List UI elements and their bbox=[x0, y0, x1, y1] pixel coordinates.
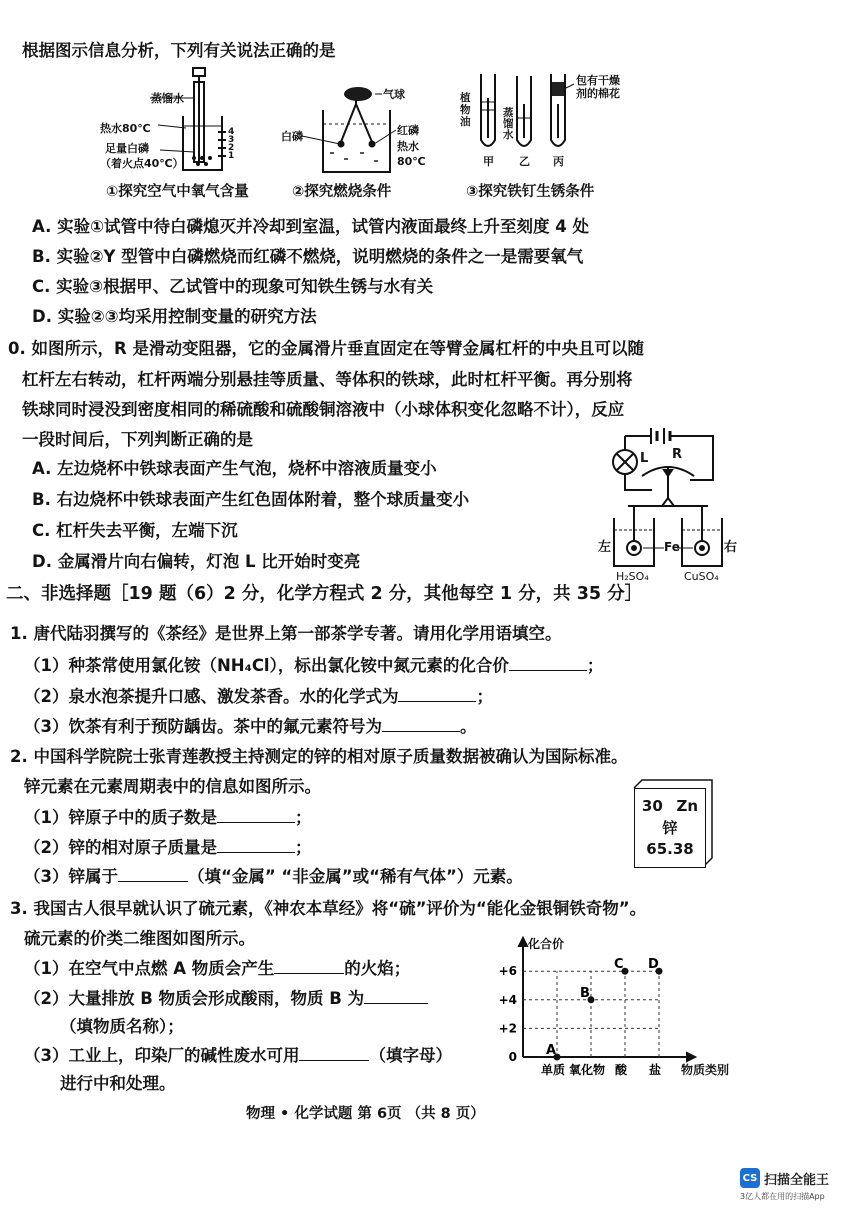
scale-mark: 4 bbox=[228, 127, 235, 137]
label-white-phosphorus: 白磷 bbox=[281, 130, 303, 143]
figure-caption: ②探究燃烧条件 bbox=[292, 184, 392, 200]
element-name: 锌 bbox=[662, 819, 678, 837]
sub-question-text: （2）锌的相对原子质量是 bbox=[24, 838, 217, 857]
right-beaker-label: 右 bbox=[724, 540, 738, 555]
label-ignition-point: （着火点40℃） bbox=[100, 157, 184, 170]
iron-label: Fe bbox=[664, 540, 680, 554]
figure-caption: ③探究铁钉生锈条件 bbox=[466, 184, 595, 200]
tube-label-yi: 乙 bbox=[519, 155, 530, 168]
y-tick-label: +6 bbox=[498, 964, 517, 979]
label-white-phosphorus: 足量白磷 bbox=[105, 142, 149, 155]
sub-question-text: （2）泉水泡茶提升口感、激发茶香。水的化学式为 bbox=[24, 687, 399, 706]
punctuation: ； bbox=[294, 808, 312, 827]
sub-question-text: （3）工业上，印染厂的碱性废水可用 bbox=[24, 1046, 300, 1065]
sub-question-tail: 的火焰； bbox=[344, 959, 411, 978]
x-tick-label: 氧化物 bbox=[568, 1063, 606, 1077]
section-heading: 二、非选择题［19 题（6）2 分，化学方程式 2 分，其他每空 1 分，共 35 分］ bbox=[6, 584, 643, 604]
option-b: B. 实验②Y 型管中白磷燃烧而红磷不燃烧，说明燃烧的条件之一是需要氧气 bbox=[32, 247, 584, 266]
chart-points bbox=[546, 957, 663, 1060]
label-vegetable-oil: 植物油 bbox=[460, 92, 471, 128]
x-tick-label: 单质 bbox=[540, 1063, 566, 1077]
question-stem: 根据图示信息分析，下列有关说法正确的是 bbox=[22, 41, 336, 60]
page-footer: 物理 • 化学试题 第 6页 （共 8 页） bbox=[246, 1106, 485, 1122]
question-stem: 1. 唐代陆羽撰写的《茶经》是世界上第一部茶学专著。请用化学用语填空。 bbox=[10, 624, 562, 643]
atomic-number: 30 bbox=[641, 797, 663, 815]
punctuation: ； bbox=[586, 656, 604, 675]
scale-mark: 3 bbox=[228, 135, 235, 145]
figure-caption: ①探究空气中氧气含量 bbox=[106, 184, 249, 200]
tube-label-bing: 丙 bbox=[553, 155, 564, 168]
label-red-phosphorus: 红磷 bbox=[397, 124, 419, 137]
atomic-mass: 65.38 bbox=[646, 840, 694, 858]
label-hot-water: 热水80℃ bbox=[100, 122, 151, 135]
label-distilled-water: 蒸馏水 bbox=[151, 92, 184, 105]
option-d: D. 实验②③均采用控制变量的研究方法 bbox=[32, 307, 317, 326]
punctuation: ； bbox=[294, 838, 312, 857]
scanner-app-name: 扫描全能王 bbox=[764, 1172, 830, 1188]
sulfuric-acid-label: H₂SO₄ bbox=[616, 570, 649, 583]
label-desiccant-cotton: 包有干燥剂的棉花 bbox=[576, 74, 620, 100]
label-hot-water: 热水 bbox=[397, 140, 419, 153]
y-axis-label: 化合价 bbox=[528, 937, 565, 951]
scanner-logo-icon: CS bbox=[740, 1168, 760, 1188]
sub-question-tail: （填字母） bbox=[369, 1046, 452, 1065]
punctuation: 。 bbox=[459, 717, 477, 736]
label-distilled-water: 蒸馏水 bbox=[503, 107, 514, 141]
option-b: B. 右边烧杯中铁球表面产生红色固体附着，整个球质量变小 bbox=[32, 490, 470, 509]
y-tick-label: 0 bbox=[508, 1050, 517, 1064]
scanner-watermark bbox=[740, 1168, 829, 1202]
data-point-label: D bbox=[648, 957, 659, 973]
option-c: C. 实验③根据甲、乙试管中的现象可知铁生锈与水有关 bbox=[32, 277, 434, 296]
option-a: A. 左边烧杯中铁球表面产生气泡，烧杯中溶液质量变小 bbox=[32, 459, 437, 478]
scale-mark: 1 bbox=[228, 151, 235, 161]
question-stem: 铁球同时浸没到密度相同的稀硫酸和硫酸铜溶液中（小球体积变化忽略不计），反应 bbox=[22, 400, 625, 419]
data-point-label: A bbox=[546, 1043, 557, 1058]
question-stem: 0. 如图所示，R 是滑动变阻器，它的金属滑片垂直固定在等臂金属杠杆的中央且可以随 bbox=[8, 339, 644, 358]
sub-question-text: （1）在空气中点燃 A 物质会产生 bbox=[24, 959, 275, 978]
question-stem: 2. 中国科学院院士张青莲教授主持测定的锌的相对原子质量数据被确认为国际标准。 bbox=[10, 747, 628, 766]
element-symbol: Zn bbox=[676, 797, 699, 815]
x-tick-label: 盐 bbox=[648, 1063, 662, 1077]
data-point-label: B bbox=[580, 985, 590, 1001]
data-point-label: C bbox=[614, 957, 624, 973]
sub-question-text: （3）锌属于 bbox=[24, 867, 118, 886]
sub-question-continued: （填物质名称）； bbox=[60, 1017, 184, 1036]
option-a: A. 实验①试管中待白磷熄灭并冷却到室温，试管内液面最终上升至刻度 4 处 bbox=[32, 217, 590, 236]
left-beaker-label: 左 bbox=[598, 540, 612, 555]
x-axis-label: 物质类别 bbox=[681, 1063, 730, 1077]
scale-mark: 2 bbox=[228, 143, 235, 153]
question-stem: 杠杆左右转动，杠杆两端分别悬挂等质量、等体积的铁球，此时杠杆平衡。再分别将 bbox=[22, 370, 633, 389]
rheostat-label: R bbox=[672, 447, 683, 462]
x-tick-label: 酸 bbox=[614, 1063, 628, 1077]
option-c: C. 杠杆失去平衡，左端下沉 bbox=[32, 521, 238, 540]
question-stem: 一段时间后，下列判断正确的是 bbox=[22, 430, 253, 449]
label-temperature: 80℃ bbox=[397, 155, 426, 168]
y-tick-label: +2 bbox=[498, 1021, 517, 1036]
copper-sulfate-label: CuSO₄ bbox=[684, 570, 719, 583]
option-d: D. 金属滑片向右偏转，灯泡 L 比开始时变亮 bbox=[32, 552, 361, 571]
question-stem: 硫元素的价类二维图如图所示。 bbox=[24, 929, 255, 948]
question-stem: 锌元素在元素周期表中的信息如图所示。 bbox=[24, 777, 321, 796]
sub-question-text: （2）大量排放 B 物质会形成酸雨，物质 B 为 bbox=[24, 989, 365, 1008]
label-balloon: 气球 bbox=[383, 88, 405, 101]
question-stem: 3. 我国古人很早就认识了硫元素，《神农本草经》将“硫”评价为“能化金银铜铁奇物”。 bbox=[10, 899, 647, 918]
sub-question-text: （1）锌原子中的质子数是 bbox=[24, 808, 217, 827]
scanner-tagline: 3亿人都在用的扫描App bbox=[740, 1192, 825, 1201]
y-tick-label: +4 bbox=[498, 992, 517, 1007]
tube-label-jia: 甲 bbox=[483, 155, 494, 168]
chart-grid bbox=[523, 971, 659, 1057]
sub-question-tail: （填“金属” “非金属”或“稀有气体”）元素。 bbox=[187, 867, 523, 886]
sub-question-text: （1）种茶常使用氯化铵（NH₄Cl），标出氯化铵中氮元素的化合价 bbox=[24, 656, 509, 675]
sub-question-continued: 进行中和处理。 bbox=[60, 1074, 176, 1093]
sub-question-text: （3）饮茶有利于预防龋齿。茶中的氟元素符号为 bbox=[24, 717, 382, 736]
punctuation: ； bbox=[476, 687, 493, 706]
lamp-label: L bbox=[640, 451, 649, 466]
